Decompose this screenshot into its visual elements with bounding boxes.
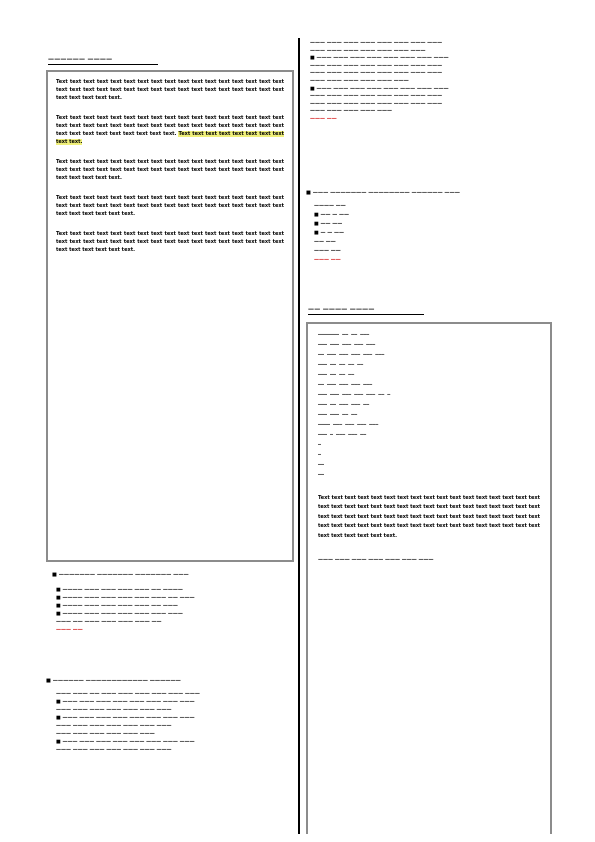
list-item: ■ ——— ——— ——— ——— ——— ——— ——— ——— — [56, 699, 195, 705]
list-item: ■ ——— ——— ——— ——— ——— ——— ——— ——— — [310, 55, 449, 62]
list-item: ——— ——— ——— ——— ——— ——— ——— — [56, 723, 172, 729]
paragraph-3: Text text text text text text text text text text text text text text text text text text text text text text text text text text text text text text text text text text text text text text text. — [56, 159, 284, 181]
paragraph-1: Text text text text text text text text text text text text text text text text text text text text text text text text text text text text text text text text text text text text text text text. — [56, 79, 284, 101]
code-line: ——— —— —— —— —— — [318, 362, 364, 368]
section-a-list — [56, 586, 195, 634]
code-line: ——— —— ——— ——— —— — [318, 402, 370, 408]
list-item: ——— ——— ——— ——— ——— — [310, 108, 392, 115]
code-line: ——— ——— ——— ——— ——— — [318, 342, 376, 348]
section-c-heading: ■ ——— ——————— ———————— —————— ——— — [306, 190, 460, 196]
code-line: —— — [318, 472, 325, 478]
code-line: —— — [318, 462, 325, 468]
list-item: ——— ——— ——— ——— ——— ——— ——— — [310, 47, 426, 54]
section-a-heading: ■ ——————— ——————— ——————— ——— — [52, 572, 189, 578]
list-item: ■ — — —— — [314, 230, 344, 236]
list-item: ——— —— — [314, 248, 341, 254]
right-top-list — [310, 40, 550, 124]
list-item: —— —— — [314, 239, 336, 245]
code-line: ——— — ——— ——— —— — [318, 432, 367, 438]
list-item: ——— ——— ——— ——— ——— ——— ——— ——— — [310, 100, 443, 107]
list-item: ■ ——— ——— ——— ——— ——— ——— ——— ——— — [310, 85, 449, 92]
section-b-heading: ■ —————— ———————————— —————— — [46, 678, 181, 684]
code-line: ——— ——— ——— ——— ——— —— — — [318, 392, 391, 398]
code-line: — — [318, 452, 322, 458]
list-item: ■ ———— ——— ——— ——— ——— —— ——— — [56, 603, 178, 609]
list-item: ——— ——— ——— ——— ——— ——— ——— — [56, 747, 172, 753]
list-item: ■ ———— ——— ——— ——— ——— —— ———— — [56, 587, 183, 593]
paragraph-4: Text text text text text text text text text text text text text text text text text text text text text text text text text text text text text text text text text text text text text text text text. — [56, 195, 284, 217]
red-tag: ——— —— — [310, 115, 337, 122]
paragraph-2 — [56, 114, 284, 146]
list-item: ■ ———— ——— ——— ——— ——— ——— ——— — [56, 611, 183, 617]
code-line: ——— ——— —— —— — [318, 412, 358, 418]
list-item: ——— —— ——— ——— ——— ——— —— — [56, 619, 162, 625]
list-item: ■ ———— ——— ——— ——— ——— ——— —— ——— — [56, 595, 195, 601]
code-line: —— ——— ——— ——— ——— ——— — [318, 352, 385, 358]
list-item: ———— —— — [314, 203, 346, 209]
section-c-list — [314, 202, 349, 265]
code-line: ———— ——— ——— ——— ——— — [318, 422, 379, 428]
code-block — [318, 330, 540, 480]
column-divider — [298, 38, 300, 834]
red-tag: ——— —— — [314, 257, 341, 263]
list-item: ■ ——— ——— ——— ——— ——— ——— ——— ——— — [56, 715, 195, 721]
list-item: ■ —— — —— — [314, 212, 349, 218]
right-title: —— ———— ———— — [308, 306, 424, 315]
red-tag: ——— —— — [56, 627, 83, 633]
list-item: ■ —— —— — [314, 221, 343, 227]
list-item: ——— ——— ——— ——— ——— ——— ——— ——— — [310, 40, 443, 46]
highlighted-text: Text text text text text text text text text text. — [56, 131, 284, 145]
list-item: ——— ——— ——— ——— ——— ——— ——— ——— — [310, 70, 443, 77]
code-line: —— ——— ——— ——— ——— — [318, 382, 373, 388]
left-title: —————— ———— — [48, 56, 158, 65]
paragraph-5: Text text text text text text text text text text text text text text text text text text text text text text text text text text text text text text text text text text text text text text text text. — [56, 231, 284, 253]
paragraph-2-text: Text text text text text text text text text text text text text text text text text text text text text text text text text text text text text text text text text text text text text text text text text text text. — [56, 115, 284, 137]
code-line: — — [318, 442, 322, 448]
code-line: ——————— —— —— ——— — [318, 332, 370, 338]
box-paragraph: Text text text text text text text text text text text text text text text text text text text text text text text text text text text text text text text text text text text text text text text text text text text text text text text text text text text text text text text text text text text text text text text text text text text text text text text text text text. — [318, 495, 540, 539]
list-item: ——— ——— ——— ——— ——— ——— ——— ——— — [310, 62, 443, 69]
right-code-box — [306, 322, 552, 834]
section-b-list — [56, 690, 200, 754]
list-item: ——— ——— ——— ——— ——— ——— ——— ——— — [310, 93, 443, 100]
list-item: ——— ——— ——— ——— ——— ——— — [56, 731, 155, 737]
bottom-line: ——— ——— ——— ——— ——— ——— ——— — [318, 557, 434, 564]
code-line: ——— —— —— —— — [318, 372, 355, 378]
list-item: ——— ——— ——— ——— ——— ——— ——— — [56, 707, 172, 713]
list-item: ■ ——— ——— ——— ——— ——— ——— ——— ——— — [56, 739, 195, 745]
list-item: ——— ——— —— ——— ——— ——— ——— ——— ——— — [56, 691, 200, 697]
list-item: ——— ——— ——— ——— ——— ——— — [310, 77, 409, 84]
left-text-box — [46, 70, 294, 562]
